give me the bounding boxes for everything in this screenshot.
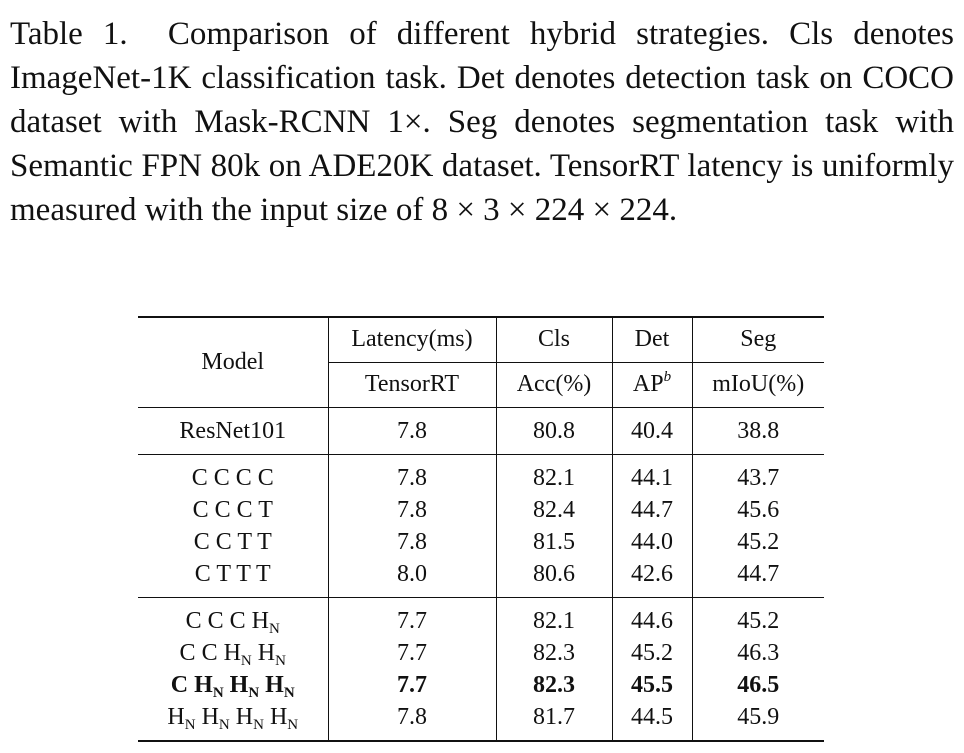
cls-cell: 82.1: [496, 598, 612, 639]
det-cell: 44.7: [612, 495, 692, 527]
table-row: [138, 670, 824, 702]
model-cell: C C T T: [193, 529, 272, 556]
acc-subheader: Acc(%): [496, 363, 612, 408]
table-row: [138, 598, 824, 639]
model-token: $H_N$: [167, 704, 196, 734]
model-cell: C C C $H_N$: [138, 598, 328, 639]
latency-cell: 7.8: [328, 527, 496, 559]
model-token: $H_N$: [251, 608, 280, 638]
seg-cell: 45.9: [692, 702, 824, 741]
model-token: $H_N$: [223, 640, 252, 670]
caption-label: Table 1.: [10, 16, 128, 52]
model-token: $H_N$: [265, 672, 295, 702]
table-row: [138, 495, 824, 527]
cls-cell: 81.7: [496, 702, 612, 741]
cls-cell: 80.6: [496, 559, 612, 598]
det-header: Det: [612, 317, 692, 363]
det-cell: 44.6: [612, 598, 692, 639]
caption-text: Comparison of different hybrid strategies. Cls denotes ImageNet-1K classification task. Det denotes detection task on COCO dataset with Mask-RCNN 1×. Seg denotes segmentation task with Semantic FPN 80k on ADE20K dataset. TensorRT latency is uniformly measured with the input size of: [10, 16, 954, 228]
model-cell: C $H_N$ $H_N$ $H_N$: [170, 672, 295, 702]
latency-cell: 7.7: [328, 670, 496, 702]
det-cell: 44.1: [612, 455, 692, 496]
tensorrt-subheader: TensorRT: [328, 363, 496, 408]
header-row: [138, 317, 824, 363]
cls-cell: 82.1: [496, 455, 612, 496]
seg-cell: 45.2: [692, 527, 824, 559]
cls-cell: 82.3: [496, 670, 612, 702]
det-cell: 44.5: [612, 702, 692, 741]
latency-cell: 7.7: [328, 638, 496, 670]
model-cell: C C $H_N$ $H_N$: [179, 640, 286, 670]
model-token: $H_N$: [229, 672, 260, 702]
seg-cell: 46.3: [692, 638, 824, 670]
latency-cell: 7.8: [328, 455, 496, 496]
model-token: $H_N$: [257, 640, 286, 670]
ap-label: AP: [632, 371, 664, 398]
seg-cell: 38.8: [692, 408, 824, 455]
comparison-table: [138, 316, 824, 742]
det-cell: 45.5: [612, 670, 692, 702]
table-row: [138, 559, 824, 598]
model-token: $H_N$: [201, 704, 230, 734]
model-header: Model: [138, 317, 328, 408]
model-cell: ResNet101: [138, 408, 328, 455]
det-cell: 44.0: [612, 527, 692, 559]
model-cell: C C C C: [138, 455, 328, 496]
cls-cell: 82.4: [496, 495, 612, 527]
seg-cell: 46.5: [692, 670, 824, 702]
seg-cell: 45.2: [692, 598, 824, 639]
miou-subheader: mIoU(%): [692, 363, 824, 408]
cls-cell: 82.3: [496, 638, 612, 670]
latency-cell: 7.8: [328, 702, 496, 741]
model-cell: [138, 702, 328, 741]
table-row: [138, 455, 824, 496]
cls-header: Cls: [496, 317, 612, 363]
model-token: $H_N$: [269, 704, 299, 734]
table-row: [138, 638, 824, 670]
model-token: $H_N$: [235, 704, 264, 734]
det-cell: 40.4: [612, 408, 692, 455]
latency-cell: 8.0: [328, 559, 496, 598]
model-token: $H_N$: [194, 672, 224, 702]
ap-superscript: b: [663, 369, 672, 386]
seg-cell: 44.7: [692, 559, 824, 598]
det-cell: 42.6: [612, 559, 692, 598]
table-row: [138, 527, 824, 559]
cls-cell: 80.8: [496, 408, 612, 455]
table-caption: [10, 12, 954, 232]
latency-cell: 7.8: [328, 408, 496, 455]
seg-cell: 45.6: [692, 495, 824, 527]
seg-cell: 43.7: [692, 455, 824, 496]
table-row: [138, 408, 824, 455]
cls-cell: 81.5: [496, 527, 612, 559]
seg-header: Seg: [692, 317, 824, 363]
latency-cell: 7.8: [328, 495, 496, 527]
latency-header: Latency(ms): [328, 317, 496, 363]
table-row: [138, 702, 824, 741]
ap-subheader: [612, 363, 692, 408]
caption-input-size: 8 × 3 × 224 × 224.: [431, 192, 678, 228]
det-cell: 45.2: [612, 638, 692, 670]
latency-cell: 7.7: [328, 598, 496, 639]
model-cell: C T T T: [194, 561, 271, 588]
model-cell: C C C T: [192, 497, 273, 524]
